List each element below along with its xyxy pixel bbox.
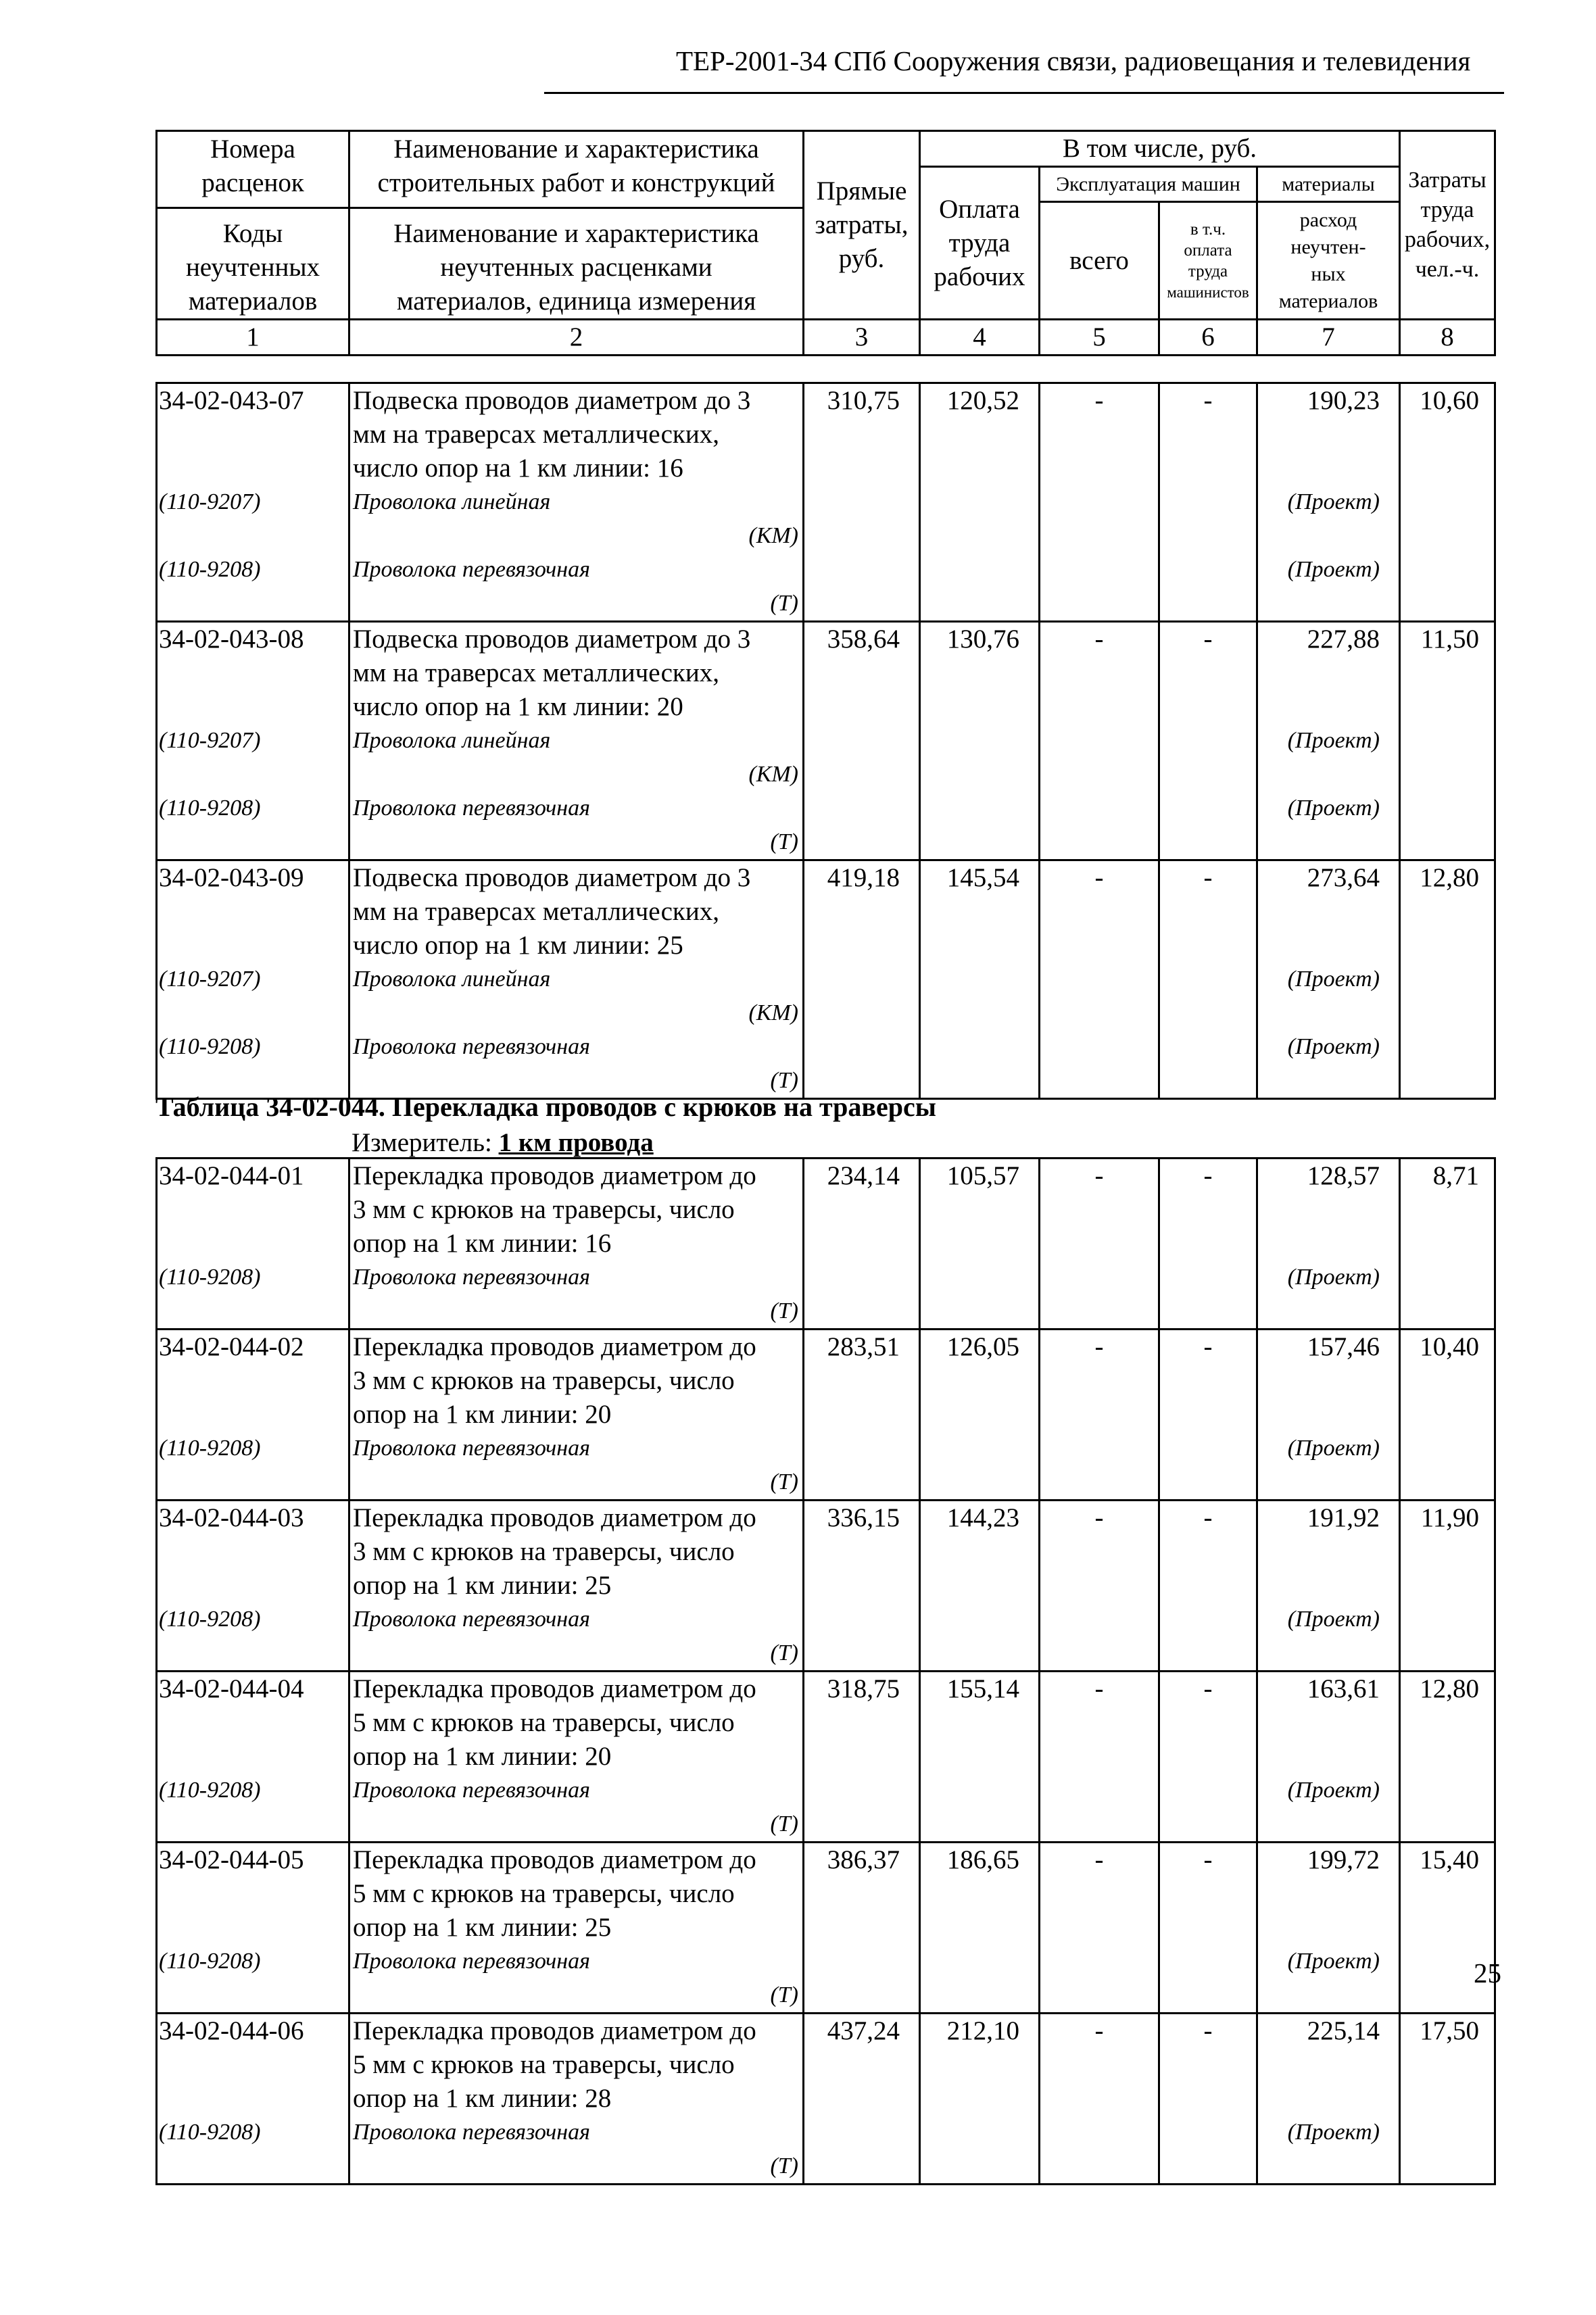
spacer xyxy=(159,929,348,962)
material-note: (Проект) xyxy=(1287,967,1380,992)
material-note: (Проект) xyxy=(1287,1778,1380,1803)
spacer xyxy=(1258,2082,1399,2116)
spacer xyxy=(1258,2048,1399,2082)
material-unit: (КМ) xyxy=(748,1000,798,1025)
machines-total: - xyxy=(1040,1159,1159,1330)
materials-cost: 163,61 xyxy=(1307,1674,1380,1703)
col5-header: всего xyxy=(1040,202,1159,320)
spacer xyxy=(159,1740,348,1774)
spacer xyxy=(159,895,348,929)
col8-line-4: чел.-ч. xyxy=(1415,257,1480,282)
rate-description-cell xyxy=(349,1843,804,2014)
table-row xyxy=(157,383,1495,622)
col7-header xyxy=(1257,202,1400,320)
colnum-8: 8 xyxy=(1400,320,1495,356)
machines-total: - xyxy=(1040,860,1159,1099)
rate-description-line: число опор на 1 км линии: 25 xyxy=(353,931,683,960)
colnum-2: 2 xyxy=(349,320,804,356)
rates-table-043 xyxy=(155,382,1496,1100)
rate-description-line: мм на траверсах металлических, xyxy=(353,420,719,449)
material-code: (110-9208) xyxy=(159,557,261,582)
direct-costs: 234,14 xyxy=(804,1159,920,1330)
machinists-pay: - xyxy=(1159,860,1257,1099)
material-code: (110-9208) xyxy=(159,2120,261,2145)
col7-line-1: расход xyxy=(1299,208,1357,231)
rate-description-line: Перекладка проводов диаметром до xyxy=(353,1161,756,1190)
spacer xyxy=(159,1911,348,1945)
material-name: Проволока линейная xyxy=(353,489,551,514)
materials-cell xyxy=(1257,860,1400,1099)
spacer xyxy=(1258,758,1399,791)
material-note: (Проект) xyxy=(1287,1034,1380,1059)
labor-pay: 155,14 xyxy=(920,1672,1040,1843)
col1-bottom-1: Коды xyxy=(222,218,283,248)
page-header-title: ТЕР-2001-34 СПб Сооружения связи, радиовещания и телевидения xyxy=(676,45,1471,76)
spacer xyxy=(159,1978,348,2012)
material-code: (110-9207) xyxy=(159,489,261,514)
machines-header: Эксплуатация машин xyxy=(1040,167,1257,202)
spacer xyxy=(159,1364,348,1398)
table-row xyxy=(157,1843,1495,2014)
col6-line-3: труда xyxy=(1188,262,1228,281)
colnum-3: 3 xyxy=(804,320,920,356)
spacer xyxy=(159,1465,348,1499)
material-unit: (Т) xyxy=(770,1811,798,1836)
spacer xyxy=(1258,1877,1399,1911)
table-row xyxy=(157,1672,1495,1843)
rate-description-line: 3 мм с крюков на траверсы, число xyxy=(353,1366,735,1395)
material-unit: (Т) xyxy=(770,1298,798,1323)
material-name: Проволока перевязочная xyxy=(353,1778,590,1803)
rate-code: 34-02-043-08 xyxy=(159,625,304,654)
spacer xyxy=(159,2048,348,2082)
col2-bottom-2: неучтенных расценками xyxy=(440,252,712,282)
rate-description-line: опор на 1 км линии: 28 xyxy=(353,2084,612,2113)
machines-total: - xyxy=(1040,1672,1159,1843)
machines-total: - xyxy=(1040,2014,1159,2185)
rate-description-line: опор на 1 км линии: 20 xyxy=(353,1742,612,1771)
rate-code-cell xyxy=(157,1501,349,1672)
measure-label: Измеритель: xyxy=(352,1128,492,1157)
rate-description-line: 3 мм с крюков на траверсы, число xyxy=(353,1195,735,1224)
table-caption: Таблица 34-02-044. Перекладка проводов с крюков на траверсы xyxy=(155,1092,936,1122)
rate-description-line: Подвеска проводов диаметром до 3 xyxy=(353,625,751,654)
col2-bottom-1: Наименование и характеристика xyxy=(393,218,759,248)
rate-description-cell xyxy=(349,1672,804,1843)
spacer xyxy=(1258,2149,1399,2183)
rate-code-cell xyxy=(157,2014,349,2185)
labor-pay: 144,23 xyxy=(920,1501,1040,1672)
materials-cell xyxy=(1257,1843,1400,2014)
material-unit: (Т) xyxy=(770,2153,798,2178)
col1-header xyxy=(157,131,349,320)
spacer xyxy=(159,656,348,690)
direct-costs: 386,37 xyxy=(804,1843,920,2014)
labor-pay: 145,54 xyxy=(920,860,1040,1099)
rate-code-cell xyxy=(157,1843,349,2014)
direct-costs: 310,75 xyxy=(804,383,920,622)
col3-line-1: Прямые xyxy=(816,176,907,205)
col8-line-2: труда xyxy=(1420,197,1474,222)
spacer xyxy=(159,1294,348,1328)
spacer xyxy=(1258,1978,1399,2012)
labor-pay: 105,57 xyxy=(920,1159,1040,1330)
material-note: (Проект) xyxy=(1287,1607,1380,1632)
labor-hours: 15,40 xyxy=(1400,1843,1495,2014)
material-unit: (Т) xyxy=(770,1469,798,1494)
col6-header xyxy=(1159,202,1257,320)
rate-code: 34-02-044-04 xyxy=(159,1674,304,1703)
rate-description-line: 5 мм с крюков на траверсы, число xyxy=(353,1708,735,1737)
spacer xyxy=(159,996,348,1030)
col2-top-2: строительных работ и конструкций xyxy=(377,168,775,197)
rate-description-cell xyxy=(349,622,804,860)
col4-line-1: Оплата xyxy=(939,194,1020,224)
material-unit: (Т) xyxy=(770,829,798,854)
spacer xyxy=(159,1193,348,1227)
material-unit: (КМ) xyxy=(748,523,798,548)
rate-description-line: Перекладка проводов диаметром до xyxy=(353,1332,756,1361)
col4-line-2: труда xyxy=(948,228,1011,258)
spacer xyxy=(1258,825,1399,859)
material-code: (110-9208) xyxy=(159,1607,261,1632)
table-row xyxy=(157,622,1495,860)
machinists-pay: - xyxy=(1159,2014,1257,2185)
spacer xyxy=(1258,1535,1399,1569)
col6-line-1: в т.ч. xyxy=(1190,220,1226,239)
spacer xyxy=(1258,656,1399,690)
direct-costs: 336,15 xyxy=(804,1501,920,1672)
labor-hours: 8,71 xyxy=(1400,1159,1495,1330)
material-code: (110-9207) xyxy=(159,967,261,992)
rate-description-cell xyxy=(349,1330,804,1501)
spacer xyxy=(1258,1807,1399,1841)
materials-cell xyxy=(1257,1159,1400,1330)
labor-pay: 120,52 xyxy=(920,383,1040,622)
material-code: (110-9207) xyxy=(159,728,261,753)
material-name: Проволока перевязочная xyxy=(353,1436,590,1461)
spacer xyxy=(1258,929,1399,962)
rate-description-line: мм на траверсах металлических, xyxy=(353,897,719,926)
materials-cost: 273,64 xyxy=(1307,863,1380,892)
spacer xyxy=(159,1535,348,1569)
rate-description-cell xyxy=(349,1159,804,1330)
material-name: Проволока перевязочная xyxy=(353,2120,590,2145)
rate-description-line: опор на 1 км линии: 20 xyxy=(353,1400,612,1429)
spacer xyxy=(159,690,348,724)
rate-description-cell xyxy=(349,2014,804,2185)
rate-description-line: Перекладка проводов диаметром до xyxy=(353,1845,756,1874)
rate-code-cell xyxy=(157,1330,349,1501)
spacer xyxy=(159,1877,348,1911)
rate-code: 34-02-044-02 xyxy=(159,1332,304,1361)
spacer xyxy=(1258,1636,1399,1670)
col3-line-3: руб. xyxy=(838,244,885,273)
materials-cell xyxy=(1257,1330,1400,1501)
spacer xyxy=(1258,1364,1399,1398)
direct-costs: 437,24 xyxy=(804,2014,920,2185)
colnum-1: 1 xyxy=(157,320,349,356)
materials-cell xyxy=(1257,383,1400,622)
rate-description-line: опор на 1 км линии: 16 xyxy=(353,1229,612,1258)
materials-cost: 190,23 xyxy=(1307,386,1380,415)
material-note: (Проект) xyxy=(1287,1436,1380,1461)
machinists-pay: - xyxy=(1159,622,1257,860)
rate-description-line: Перекладка проводов диаметром до xyxy=(353,1503,756,1532)
spacer xyxy=(159,1398,348,1432)
spacer xyxy=(1258,452,1399,485)
spacer xyxy=(1258,1569,1399,1603)
spacer xyxy=(159,1807,348,1841)
material-name: Проволока перевязочная xyxy=(353,1949,590,1974)
rate-description-cell xyxy=(349,1501,804,1672)
col1-top-2: расценок xyxy=(201,168,304,197)
material-code: (110-9208) xyxy=(159,796,261,821)
spacer xyxy=(159,1706,348,1740)
materials-cost: 157,46 xyxy=(1307,1332,1380,1361)
rate-code-cell xyxy=(157,860,349,1099)
spacer xyxy=(159,1569,348,1603)
material-note: (Проект) xyxy=(1287,796,1380,821)
col6-line-4: машинистов xyxy=(1167,283,1249,301)
table-row xyxy=(157,1159,1495,1330)
machinists-pay: - xyxy=(1159,1843,1257,2014)
table-row xyxy=(157,2014,1495,2185)
header-rule xyxy=(544,92,1504,94)
rates-table-044 xyxy=(155,1157,1496,2185)
rate-description-line: 3 мм с крюков на траверсы, число xyxy=(353,1537,735,1566)
spacer xyxy=(1258,1064,1399,1098)
materials-cost: 225,14 xyxy=(1307,2016,1380,2045)
machinists-pay: - xyxy=(1159,1330,1257,1501)
material-code: (110-9208) xyxy=(159,1034,261,1059)
labor-hours: 10,60 xyxy=(1400,383,1495,622)
labor-pay: 186,65 xyxy=(920,1843,1040,2014)
table-row xyxy=(157,860,1495,1099)
spacer xyxy=(1258,418,1399,452)
column-header-table xyxy=(155,130,1496,356)
rate-description-cell xyxy=(349,383,804,622)
material-name: Проволока линейная xyxy=(353,967,551,992)
materials-cell xyxy=(1257,2014,1400,2185)
materials-cost: 128,57 xyxy=(1307,1161,1380,1190)
labor-hours: 10,40 xyxy=(1400,1330,1495,1501)
material-name: Проволока перевязочная xyxy=(353,796,590,821)
labor-hours: 12,80 xyxy=(1400,1672,1495,1843)
col1-bottom-3: материалов xyxy=(188,286,318,316)
group-header: В том числе, руб. xyxy=(920,131,1400,167)
machines-total: - xyxy=(1040,1843,1159,2014)
col8-line-3: рабочих, xyxy=(1404,227,1491,252)
rate-description-line: опор на 1 км линии: 25 xyxy=(353,1913,612,1942)
rate-code: 34-02-043-07 xyxy=(159,386,304,415)
colnum-7: 7 xyxy=(1257,320,1400,356)
spacer xyxy=(1258,519,1399,553)
machinists-pay: - xyxy=(1159,1672,1257,1843)
col3-header xyxy=(804,131,920,320)
col4-line-3: рабочих xyxy=(934,262,1025,291)
materials-cell xyxy=(1257,622,1400,860)
spacer xyxy=(159,2149,348,2183)
labor-pay: 130,76 xyxy=(920,622,1040,860)
colnum-4: 4 xyxy=(920,320,1040,356)
rate-code: 34-02-044-03 xyxy=(159,1503,304,1532)
materials-header: материалы xyxy=(1257,167,1400,202)
material-note: (Проект) xyxy=(1287,489,1380,514)
spacer xyxy=(1258,1706,1399,1740)
material-code: (110-9208) xyxy=(159,1265,261,1290)
material-note: (Проект) xyxy=(1287,2120,1380,2145)
material-name: Проволока перевязочная xyxy=(353,1034,590,1059)
spacer xyxy=(159,1636,348,1670)
labor-hours: 11,90 xyxy=(1400,1501,1495,1672)
rate-description-line: Перекладка проводов диаметром до xyxy=(353,1674,756,1703)
direct-costs: 318,75 xyxy=(804,1672,920,1843)
material-name: Проволока перевязочная xyxy=(353,557,590,582)
rate-description-line: Перекладка проводов диаметром до xyxy=(353,2016,756,2045)
material-unit: (Т) xyxy=(770,591,798,616)
page-number: 25 xyxy=(1474,1957,1501,1989)
material-note: (Проект) xyxy=(1287,1949,1380,1974)
rate-code-cell xyxy=(157,622,349,860)
spacer xyxy=(1258,1294,1399,1328)
colnum-5: 5 xyxy=(1040,320,1159,356)
table-row xyxy=(157,1330,1495,1501)
materials-cell xyxy=(1257,1672,1400,1843)
machinists-pay: - xyxy=(1159,1159,1257,1330)
col4-header xyxy=(920,167,1040,320)
materials-cost: 227,88 xyxy=(1307,625,1380,654)
machines-total: - xyxy=(1040,1501,1159,1672)
col7-line-3: ных xyxy=(1311,262,1346,285)
spacer xyxy=(159,519,348,553)
col8-line-1: Затраты xyxy=(1408,168,1486,193)
col6-line-2: оплата xyxy=(1184,241,1232,260)
material-note: (Проект) xyxy=(1287,1265,1380,1290)
rate-code: 34-02-043-09 xyxy=(159,863,304,892)
spacer xyxy=(1258,1193,1399,1227)
col2-bottom-3: материалов, единица измерения xyxy=(396,286,756,316)
col3-line-2: затраты, xyxy=(815,210,909,239)
machines-total: - xyxy=(1040,1330,1159,1501)
rate-description-line: число опор на 1 км линии: 20 xyxy=(353,692,683,721)
machines-total: - xyxy=(1040,622,1159,860)
rate-description-cell xyxy=(349,860,804,1099)
material-name: Проволока перевязочная xyxy=(353,1607,590,1632)
spacer xyxy=(1258,1227,1399,1261)
rate-code: 34-02-044-01 xyxy=(159,1161,304,1190)
spacer xyxy=(1258,1398,1399,1432)
material-unit: (Т) xyxy=(770,1982,798,2007)
spacer xyxy=(1258,1911,1399,1945)
machinists-pay: - xyxy=(1159,383,1257,622)
labor-hours: 12,80 xyxy=(1400,860,1495,1099)
rate-description-line: Подвеска проводов диаметром до 3 xyxy=(353,863,751,892)
spacer xyxy=(1258,587,1399,620)
material-unit: (Т) xyxy=(770,1068,798,1093)
col8-header xyxy=(1400,131,1495,320)
rate-code: 34-02-044-06 xyxy=(159,2016,304,2045)
colnum-6: 6 xyxy=(1159,320,1257,356)
materials-cell xyxy=(1257,1501,1400,1672)
materials-cost: 199,72 xyxy=(1307,1845,1380,1874)
material-note: (Проект) xyxy=(1287,728,1380,753)
measure-line xyxy=(352,1127,654,1158)
rate-code: 34-02-044-05 xyxy=(159,1845,304,1874)
rate-description-line: мм на траверсах металлических, xyxy=(353,658,719,687)
spacer xyxy=(159,758,348,791)
col7-line-4: материалов xyxy=(1278,289,1378,312)
material-code: (110-9208) xyxy=(159,1778,261,1803)
material-name: Проволока линейная xyxy=(353,728,551,753)
material-unit: (КМ) xyxy=(748,762,798,787)
machinists-pay: - xyxy=(1159,1501,1257,1672)
material-unit: (Т) xyxy=(770,1640,798,1665)
rate-code-cell xyxy=(157,1159,349,1330)
rate-description-line: опор на 1 км линии: 25 xyxy=(353,1571,612,1600)
direct-costs: 358,64 xyxy=(804,622,920,860)
labor-pay: 212,10 xyxy=(920,2014,1040,2185)
spacer xyxy=(159,452,348,485)
col2-header xyxy=(349,131,804,320)
col7-line-2: неучтен- xyxy=(1290,235,1366,258)
material-code: (110-9208) xyxy=(159,1949,261,1974)
spacer xyxy=(1258,895,1399,929)
material-code: (110-9208) xyxy=(159,1436,261,1461)
col1-bottom-2: неучтенных xyxy=(185,252,320,282)
spacer xyxy=(1258,996,1399,1030)
measure-value: 1 км провода xyxy=(498,1128,654,1157)
table-row xyxy=(157,1501,1495,1672)
col1-top-1: Номера xyxy=(210,134,295,164)
labor-hours: 17,50 xyxy=(1400,2014,1495,2185)
spacer xyxy=(1258,690,1399,724)
spacer xyxy=(1258,1740,1399,1774)
rate-code-cell xyxy=(157,1672,349,1843)
direct-costs: 419,18 xyxy=(804,860,920,1099)
labor-pay: 126,05 xyxy=(920,1330,1040,1501)
spacer xyxy=(159,2082,348,2116)
rate-description-line: Подвеска проводов диаметром до 3 xyxy=(353,386,751,415)
spacer xyxy=(1258,1465,1399,1499)
material-note: (Проект) xyxy=(1287,557,1380,582)
materials-cost: 191,92 xyxy=(1307,1503,1380,1532)
rate-code-cell xyxy=(157,383,349,622)
material-name: Проволока перевязочная xyxy=(353,1265,590,1290)
machines-total: - xyxy=(1040,383,1159,622)
col2-top-1: Наименование и характеристика xyxy=(393,134,759,164)
direct-costs: 283,51 xyxy=(804,1330,920,1501)
spacer xyxy=(159,1227,348,1261)
spacer xyxy=(159,587,348,620)
labor-hours: 11,50 xyxy=(1400,622,1495,860)
spacer xyxy=(159,825,348,859)
rate-description-line: 5 мм с крюков на траверсы, число xyxy=(353,1879,735,1908)
rate-description-line: число опор на 1 км линии: 16 xyxy=(353,454,683,483)
rate-description-line: 5 мм с крюков на траверсы, число xyxy=(353,2050,735,2079)
spacer xyxy=(159,418,348,452)
